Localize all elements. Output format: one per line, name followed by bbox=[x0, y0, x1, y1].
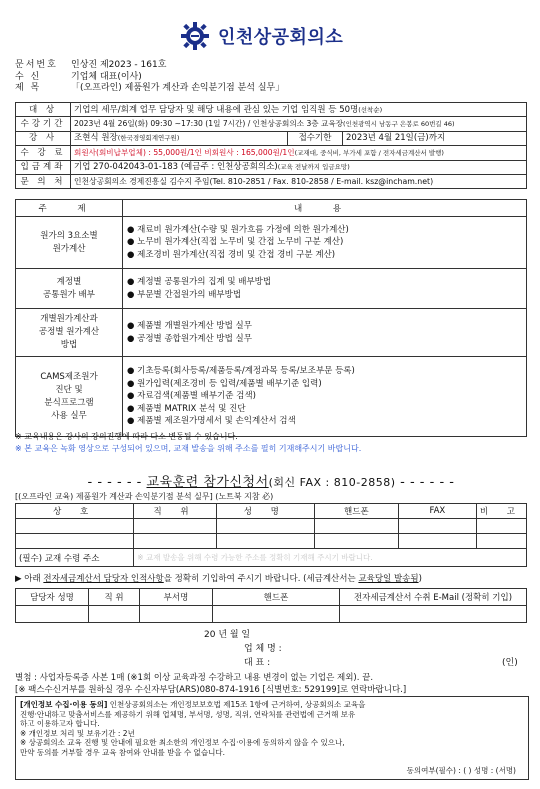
reply-fax: (회신 FAX : 810-2858) bbox=[268, 476, 396, 489]
topic-cell: 계정별 공통원가 배부 bbox=[16, 269, 123, 309]
consent-signature-field[interactable]: 동의여부(필수) : ( ) 성명 : (서명) bbox=[406, 766, 516, 776]
mobile-field[interactable] bbox=[314, 534, 398, 549]
col-manager-position: 직 위 bbox=[89, 589, 140, 606]
list-item: ● 부문별 간접원가의 배부방법 bbox=[127, 289, 242, 300]
address-row bbox=[16, 549, 527, 567]
curriculum-table bbox=[15, 199, 527, 437]
curriculum-row bbox=[16, 217, 527, 269]
info-row-contact bbox=[16, 174, 527, 188]
list-item: ● 자료검색(제품별 배부기준 검색) bbox=[127, 391, 256, 402]
content-cell bbox=[123, 309, 527, 357]
target-label: 대 상 bbox=[16, 103, 71, 117]
tax-entry-row[interactable] bbox=[16, 606, 527, 623]
position-field[interactable] bbox=[134, 519, 216, 534]
privacy-line: [개인정보 수집·이용 동의] 인천상공회의소는 개인정보보호법 제15조 1항에 근거하여, 상공회의소 교육을 bbox=[20, 700, 366, 709]
attachment-note: 별첨 : 사업자등록증 사본 1매 (※1회 이상 교육과정 수강하고 내용 변경이 없는 기업은 제외). 끝. bbox=[15, 673, 374, 683]
application-title: - - - - - - 교육훈련 참가신청서(회신 FAX : 810-2858) - - - - - - bbox=[87, 475, 455, 490]
remarks-field[interactable] bbox=[476, 519, 526, 534]
fax-field[interactable] bbox=[398, 534, 476, 549]
content-cell bbox=[123, 357, 527, 437]
info-row-fee bbox=[16, 146, 527, 160]
doc-number: 인상진 제2023 - 161호 bbox=[71, 60, 167, 70]
mobile-field[interactable] bbox=[314, 519, 398, 534]
tax-invoice-note: ▶ 아래 전자세금계산서 담당자 인적사항을 정확히 기입하여 주시기 바랍니다. (세금계산서는 교육당일 발송됨) bbox=[15, 574, 422, 584]
ceo-label: 대 표 : bbox=[244, 658, 271, 668]
manager-mobile-field[interactable] bbox=[213, 606, 340, 623]
company-field[interactable] bbox=[16, 534, 134, 549]
list-item: ● 공정별 종합원가계산 방법 실무 bbox=[127, 333, 252, 344]
topic-cell: CAMS제조원가 진단 및 분식프로그램 사용 실무 bbox=[16, 357, 123, 437]
col-remarks: 비 고 bbox=[476, 504, 526, 519]
privacy-line: 만약 동의를 거부할 경우 교육 참여와 안내를 받을 수 없습니다. bbox=[20, 747, 225, 757]
instructor-label: 강 사 bbox=[16, 131, 71, 145]
manager-position-field[interactable] bbox=[89, 606, 140, 623]
application-subtitle: [(오프라인 교육) 제품원가 계산과 손익분기점 분석 실무] (노트북 지참 必) bbox=[15, 492, 274, 501]
info-row-instructor bbox=[16, 131, 527, 145]
col-position: 직 위 bbox=[134, 504, 216, 519]
target-value: 기업의 세무/회계 업무 담당자 및 해당 내용에 관심 있는 기업 임직원 등 50명(선착순) bbox=[71, 103, 527, 117]
application-table bbox=[15, 503, 527, 567]
curriculum-row bbox=[16, 309, 527, 357]
korcham-gear-icon bbox=[180, 21, 210, 51]
recipient-row bbox=[15, 72, 525, 84]
topic-header: 주 제 bbox=[16, 200, 123, 217]
content-cell bbox=[123, 217, 527, 269]
info-row-target bbox=[16, 103, 527, 117]
privacy-line: ※ 상공회의소 교육 진행 및 안내에 필요한 최소한의 개인정보 수집·이용에 동의하지 않을 수 있으나, bbox=[20, 738, 345, 748]
col-manager-mobile: 핸드폰 bbox=[213, 589, 340, 606]
curriculum-row bbox=[16, 269, 527, 309]
fax-field[interactable] bbox=[398, 519, 476, 534]
privacy-consent-box bbox=[15, 696, 529, 780]
name-field[interactable] bbox=[216, 519, 314, 534]
manager-name-field[interactable] bbox=[16, 606, 89, 623]
period-value: 2023년 4월 26일(화) 09:30 ~17:30 (1일 7시간) / 인천상공회의소 3층 교육장(인천광역시 남동구 은봉로 60번길 46) bbox=[71, 117, 527, 131]
topic-cell: 원가의 3요소별 원가계산 bbox=[16, 217, 123, 269]
content-header: 내 용 bbox=[123, 200, 527, 217]
content-cell bbox=[123, 269, 527, 309]
account-value: 기업 270-042043-01-183 (예금주 : 인천상공회의소)(교육 전날까지 입금요망) bbox=[71, 160, 527, 174]
tax-contact-table bbox=[15, 588, 527, 623]
department-field[interactable] bbox=[140, 606, 213, 623]
curriculum-row bbox=[16, 357, 527, 437]
list-item: ● 제조경비 원가계산(직접 경비 및 간접 경비 구분 계산) bbox=[127, 249, 336, 260]
address-label: (필수) 교재 수령 주소 bbox=[16, 549, 134, 567]
tax-header-row bbox=[16, 589, 527, 606]
date-line: 20 년 월 일 bbox=[204, 630, 251, 640]
privacy-title: [개인정보 수집·이용 동의] bbox=[20, 700, 108, 709]
col-mobile: 핸드폰 bbox=[314, 504, 398, 519]
list-item: ● 기초등록(회사등록/제품등록/계정과목 등록/보조부문 등록) bbox=[127, 366, 355, 377]
contact-value: 인천상공회의소 경제진흥실 김수지 주임(Tel. 810-2851 / Fax. 810-2858 / E-mail. ksz@incham.net) bbox=[71, 174, 527, 188]
document-meta bbox=[15, 60, 525, 95]
remarks-field[interactable] bbox=[476, 534, 526, 549]
application-header-row bbox=[16, 504, 527, 519]
instructor-value: 조현식 원장(한국경영회계연구원) bbox=[71, 131, 288, 145]
col-invoice-email: 전자세금계산서 수취 E-Mail (정확히 기입) bbox=[340, 589, 527, 606]
fee-value: 회원사(회비납부업체) : 55,000원/1인 비회원사 : 165,000원/1인(교재대, 중식비, 부가세 포함 / 전자세금계산서 발행) bbox=[71, 146, 527, 160]
list-item: ● 재료비 원가계산(수량 및 원가흐름 가정에 의한 원가계산) bbox=[127, 224, 349, 235]
recipient: 기업체 대표(이사) bbox=[71, 71, 142, 82]
address-note: ※ 본 교육은 녹화 영상으로 구성되어 있으며, 교재 발송을 위해 주소를 필히 기재해주시기 바랍니다. bbox=[15, 444, 362, 453]
fee-member: 회원사(회비납부업체) : 55,000원/1인 bbox=[74, 147, 202, 157]
list-item: ● 제품별 제조원가명세서 및 손익계산서 검색 bbox=[127, 416, 296, 427]
logo-text: 인천상공회의소 bbox=[218, 27, 344, 48]
privacy-line: 하고 이용하고자 합니다. bbox=[20, 719, 100, 729]
application-title-text: 교육훈련 참가신청서 bbox=[146, 475, 269, 490]
account-label: 입금계좌 bbox=[16, 160, 71, 174]
col-department: 부서명 bbox=[140, 589, 213, 606]
address-field[interactable]: ※ 교재 발송을 위해 수령 가능한 주소를 정확히 기재해 주시기 바랍니다. bbox=[134, 549, 527, 567]
subject: 「(오프라인) 제품원가 계산과 손익분기점 분석 실무」 bbox=[71, 83, 285, 93]
col-fax: FAX bbox=[398, 504, 476, 519]
list-item: ● 제품별 MATRIX 분석 및 진단 bbox=[127, 403, 246, 414]
fee-label: 수 강 료 bbox=[16, 146, 71, 160]
contact-label: 문 의 처 bbox=[16, 174, 71, 188]
privacy-line: ※ 개인정보 처리 및 보유기간 : 2년 bbox=[20, 728, 135, 738]
chamber-logo bbox=[180, 20, 370, 52]
deadline-value: 2023년 4월 21일(금)까지 bbox=[343, 131, 527, 145]
col-name: 성 명 bbox=[216, 504, 314, 519]
content-change-note: ※ 교육내용은 강사의 강의진행에 따라 다소 변동될 수 있습니다. bbox=[15, 432, 238, 441]
fee-nonmember: 비회원사 : 165,000원/1인 bbox=[204, 147, 295, 157]
application-entry-row[interactable] bbox=[16, 534, 527, 549]
info-row-period bbox=[16, 117, 527, 131]
fax-optout-note: [※ 팩스수신거부를 원하실 경우 수신자부담(ARS)080-874-1916 [식별번호: 529199]로 연락바랍니다.] bbox=[15, 685, 407, 695]
position-field[interactable] bbox=[134, 534, 216, 549]
deadline-label: 접수기한 bbox=[288, 131, 343, 145]
doc-number-label: 문서번호 bbox=[15, 60, 58, 70]
period-label: 수강기간 bbox=[16, 117, 71, 131]
list-item: ● 제품별 개별원가계산 방법 실무 bbox=[127, 321, 252, 331]
name-field[interactable] bbox=[216, 534, 314, 549]
seal-mark: (인) bbox=[502, 658, 518, 668]
list-item: ● 원가입력(제조경비 등 입력/제품별 배부기준 입력) bbox=[127, 378, 322, 389]
privacy-line: 진행·안내하고 맞춤서비스를 제공하기 위해 업체명, 부서명, 성명, 직위, 연락처를 관련법에 근거해 보유 bbox=[20, 709, 356, 719]
list-item: ● 노무비 원가계산(직접 노무비 및 간접 노무비 구분 계산) bbox=[127, 237, 344, 248]
company-field[interactable] bbox=[16, 519, 134, 534]
col-manager-name: 담당자 성명 bbox=[16, 589, 89, 606]
course-info-table bbox=[15, 102, 527, 189]
subject-row bbox=[15, 83, 525, 95]
info-row-account bbox=[16, 160, 527, 174]
curriculum-header bbox=[16, 200, 527, 217]
invoice-email-field[interactable] bbox=[340, 606, 527, 623]
col-company: 상 호 bbox=[16, 504, 134, 519]
application-entry-row[interactable] bbox=[16, 519, 527, 534]
list-item: ● 계정별 공통원가의 집계 및 배부방법 bbox=[127, 277, 272, 287]
subject-label: 제 목 bbox=[15, 83, 42, 93]
company-name-label: 업 체 명 : bbox=[244, 644, 282, 654]
doc-number-row bbox=[15, 60, 525, 72]
recipient-label: 수 신 bbox=[15, 71, 42, 82]
topic-cell: 개별원가계산과 공정별 원가계산 방법 bbox=[16, 309, 123, 357]
